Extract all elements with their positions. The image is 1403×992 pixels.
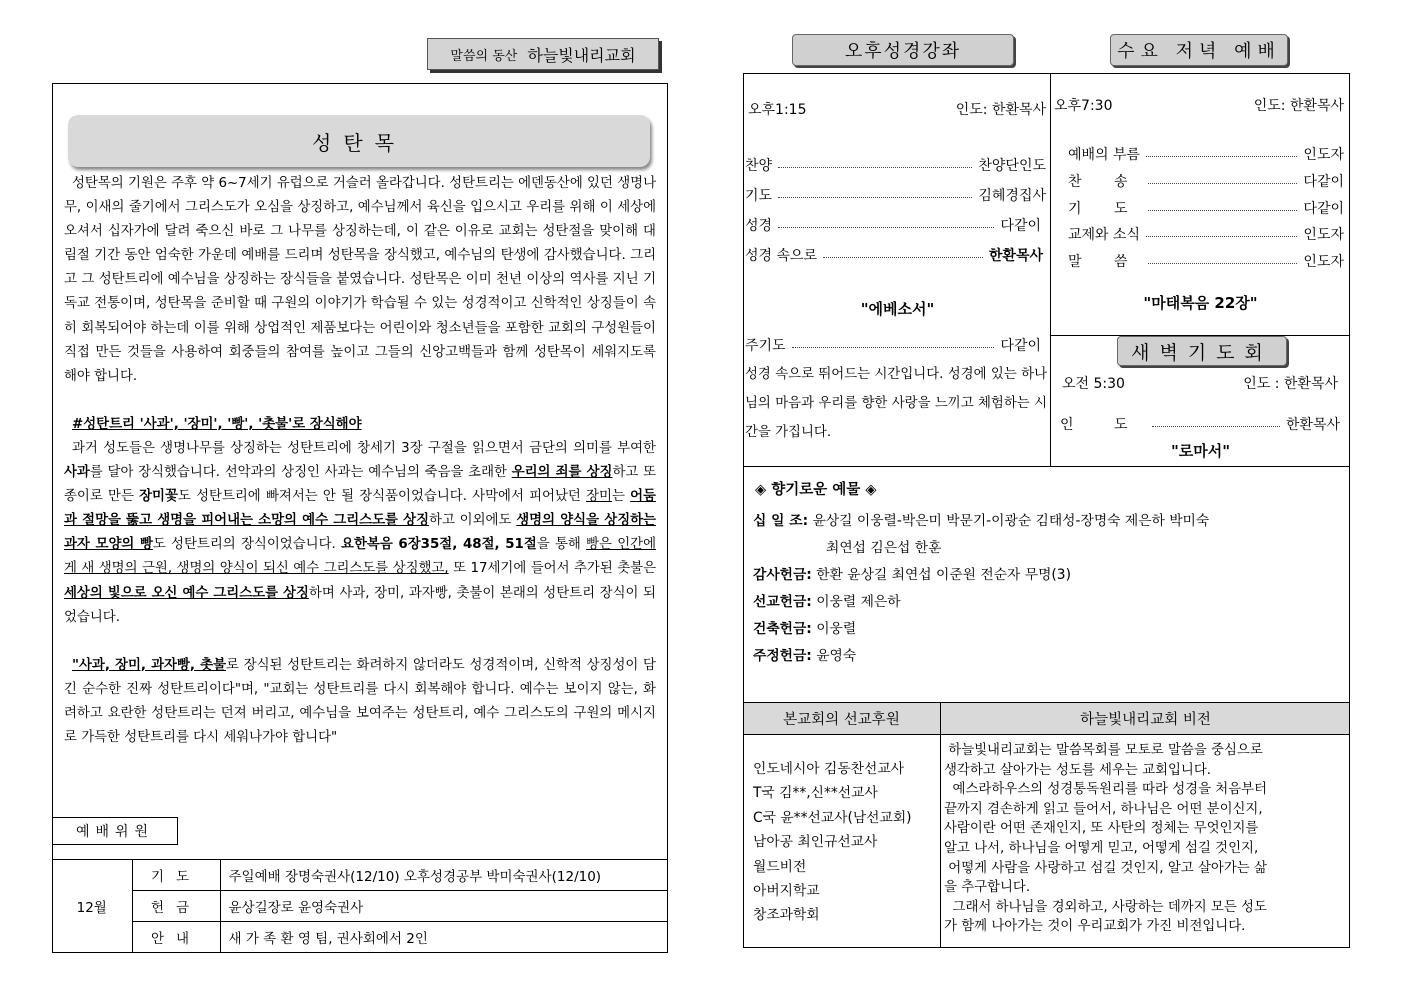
program-item: 성경 다같이 [745,218,1041,234]
vision-line: 예스라하우스의 성경통독원리를 따라 성경을 처음부터 [944,782,1268,798]
program-item: 기 도 다같이 [1068,201,1344,217]
vision-line: 그래서 하나님을 경외하고, 사랑하는 데까지 모든 성도 [944,899,1267,915]
article-paragraph-2: 과거 성도들은 생명나무를 상징하는 성탄트리에 창세기 3장 구절을 읽으면서 금단의 의미를 부여한 사과를 달아 장식했습니다. 선악과의 상징인 사과는 예수님의 죽음을 초래한 우리의 죄를 상징하고 또 종이로 만든 장미꽃도 성탄트리에 빠져서는 안 될 장식품이었습니다. 사막에서 피어났던 장미는 어둠과 절망을 뚫고 생명을 피어내는 소망의 예수 그리스도를 상징하고 이외에도 생명의 양식을 상징하는 과자 모양의 빵도 성탄트리의 장식이었습니다. 요한복음 6장35절, 48절, 51절을 통해 빵은 인간에게 새 생명의 근원, 생명의 양식이 되신 예수 그리스도를 상징했고, 또 17세기에 들어서 추가된 촛불은 세상의 빛으로 오신 예수 그리스도를 상징하며 사과, 장미, 과자빵, 촛불이 본래의 성탄트리 장식이 되었습니다. [64,440,657,625]
offering-row: 감사헌금: 한환 윤상길 최연섭 이준원 전순자 무명(3) [753,567,1071,583]
program-item: 인 도 한환목사 [1060,417,1340,433]
wednesday-leader: 인도: 한환목사 [1253,98,1344,114]
divider [743,734,1350,735]
vision-line: 을 추구합니다. [944,880,1031,896]
afternoon-class-tab: 오후성경강좌 [792,34,1014,66]
church-name-tag [427,38,659,70]
vision-line: 가 함께 나아가는 것이 우리교회가 가진 비전입니다. [944,919,1246,935]
vision-line: 어떻게 사람을 사랑하고 섬길 것인지, 알고 살아가는 삶 [944,860,1267,876]
duty-role: 안내 [132,922,220,953]
article-body [64,172,656,750]
list-item: 인도네시아 김동찬선교사 [753,761,904,777]
duty-month: 12월 [52,860,132,953]
duty-role: 헌금 [132,891,220,922]
article-paragraph-3: "사과, 장미, 과자빵, 촛불로 장식된 성탄트리는 화려하지 않더라도 성경적이며, 신학적 상징성이 담긴 순수한 진짜 성탄트리이다"며, "교회는 성탄트리를 다시 회복해야 합니다. 예수는 보이지 않는, 화려하고 요란한 성탄트리는 던져 버리고, 예수님을 보여주는 성탄트리, 예수 그리스도의 구원의 메시지로 가득한 성탄트리를 다시 세워나가야 합니다" [64,657,656,745]
worship-committee-label: 예배위원 [52,817,178,845]
list-item: 월드비전 [753,858,807,875]
offering-title: ◈ 향기로운 예물 ◈ [755,482,877,498]
vision-line: 하늘빛내리교회는 말씀목회를 모토로 말씀을 중심으로 [944,743,1263,758]
dawn-prayer-tab: 새벽기도회 [1117,336,1287,366]
duty-table [52,859,668,953]
divider [940,702,941,948]
list-item: 창조과학회 [753,907,820,924]
offering-row: 주정헌금: 윤영숙 [753,648,857,664]
article-title: 성탄목 [68,115,650,167]
dawn-time: 오전 5:30 [1062,376,1125,392]
offering-row: 선교헌금: 이웅렬 제은하 [753,594,901,610]
divider [743,466,1350,467]
afternoon-header [748,99,1046,119]
vision-line: 알고 나서, 하나님을 어떻게 믿고, 어떻게 섬길 것인지, [944,840,1259,856]
vision-line: 끝까지 겸손하게 읽고 들어서, 하나님은 어떤 분이신지, [944,801,1263,817]
dawn-leader: 인도 : 한환목사 [1243,376,1338,392]
divider [1050,73,1051,466]
duty-value: 윤상길장로 윤영숙권사 [220,891,668,922]
offering-row: 최연섭 김은섭 한훈 [826,540,942,556]
dawn-book: "로마서" [1170,442,1231,460]
offering-row: 건축헌금: 이웅렬 [753,621,857,637]
wednesday-service-tab: 수요 저녁 예배 [1110,34,1288,66]
mission-list [753,757,912,928]
wednesday-time: 오후7:30 [1054,98,1113,114]
program-item: 주기도 다같이 [745,338,1041,354]
article-subheading: #성탄트리 '사과', '장미', '빵', '촛불'로 장식해야 [72,416,362,432]
program-item: 찬 송 다같이 [1068,174,1344,190]
program-item: 찬양 찬양단인도 [745,158,1046,174]
program-item: 성경 속으로 한환목사 [745,248,1043,264]
church-motto: 말씀의 동산 [450,48,518,64]
program-item: 기도 김혜경집사 [745,188,1046,204]
duty-value: 새 가 족 환 영 팀, 권사회에서 2인 [220,922,668,953]
afternoon-leader: 인도: 한환목사 [955,102,1046,118]
list-item: 아버지학교 [753,883,820,900]
list-item: 남아공 최인규선교사 [753,834,878,851]
vision-line: 생각하고 살아가는 성도를 세우는 교회입니다. [944,762,1212,778]
program-item: 말 씀 인도자 [1068,254,1344,270]
duty-role: 기도 [132,860,220,891]
duty-value: 주일예배 장명숙권사(12/10) 오후성경공부 박미숙권사(12/10) [220,860,668,891]
table-row [52,860,668,891]
dawn-header [1062,373,1338,393]
vision-text [944,741,1347,937]
program-item: 예배의 부름 인도자 [1068,147,1344,163]
afternoon-book: "에베소서" [860,300,935,318]
table-row [52,891,668,922]
article-paragraph-1: 성탄목의 기원은 주후 약 6~7세기 유럽으로 거슬러 올라갑니다. 성탄트리는 에덴동산에 있던 생명나무, 이새의 줄기에서 그리스도가 오심을 상징하고, 예수님께서 육신을 입으시고 우리를 위해 이 세상에 오셔서 십자가에 달려 죽으신 바로 그 나무를 상징하는데, 이 같은 이유로 교회는 성탄절을 맞이해 대림절 기간 동안 엄숙한 가운데 예배를 드리며 성탄목을 장식했고, 예수님의 탄생에 감사했습니다. 그리고 그 성탄트리에 예수님을 상징하는 장식들을 붙였습니다. 성탄목은 이미 천년 이상의 역사를 지닌 기독교 전통이며, 성탄목을 준비할 때 구원의 이야기가 학습될 수 있는 성경적이고 신학적인 상징들이 속히 회복되어야 하는데 이를 위해 상업적인 제품보다는 어린이와 청소년들을 포함한 교회의 구성원들이 직접 만든 것들을 사용하여 회중들의 참여를 높이고 그들의 신앙고백들과 함께 성탄목이 세워지도록 해야 합니다. [64,176,656,384]
program-item: 교제와 소식 인도자 [1068,227,1344,243]
list-item: C국 윤**선교사(남선교회) [753,809,912,826]
offering-row: 십 일 조: 윤상길 이웅렬-박은미 박문기-이광순 김태성-장명숙 제은하 박미숙 [753,513,1210,529]
vision-header: 하늘빛내리교회 비전 [1080,712,1211,728]
wednesday-header [1054,95,1344,115]
vision-line: 사람이란 어떤 존재인지, 또 사탄의 정체는 무엇인지를 [944,821,1259,837]
list-item: T국 김**,신**선교사 [753,785,878,802]
afternoon-time: 오후1:15 [748,102,807,118]
wednesday-book: "마태복음 22장" [1143,294,1258,312]
mission-header: 본교회의 선교후원 [783,712,900,728]
afternoon-description: 성경 속으로 뛰어드는 시간입니다. 성경에 있는 하나님의 마음과 우리를 향한 사랑을 느끼고 체험하는 시간을 가집니다. [745,367,1047,440]
table-row [52,922,668,953]
church-name: 하늘빛내리교회 [527,45,636,65]
